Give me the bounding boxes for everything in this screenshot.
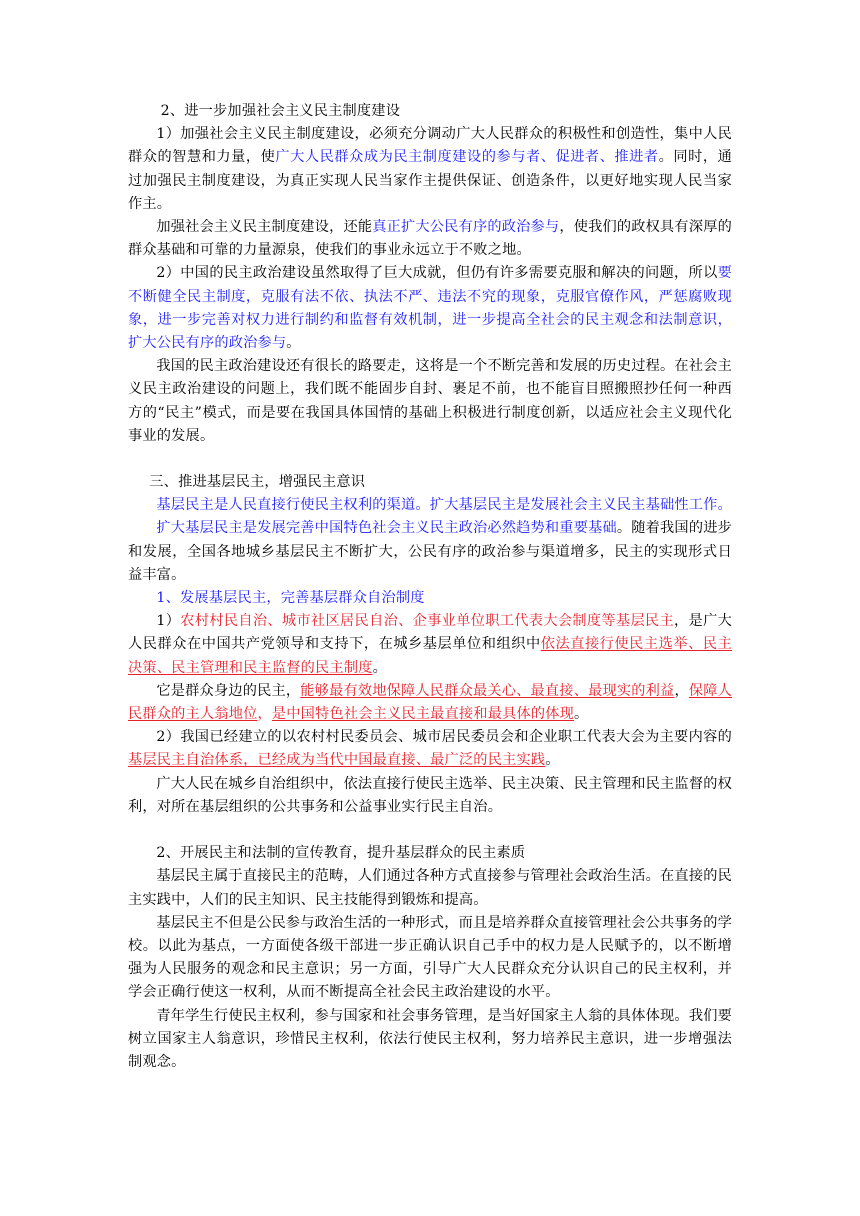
emphasis-red-underlined: 是中国特色社会主义民主最直接和最具体的体现 — [271, 706, 575, 723]
document-page — [128, 100, 732, 1074]
subsection-heading-3-2: 2、开展民主和法制的宣传教育，提升基层群众的民主素质 — [156, 845, 526, 862]
emphasis-red: 农村村民自治、城市社区居民自治、企事业单位职工代表大会制度等基层民主 — [180, 613, 675, 630]
subsection-heading-3-1: 1、发展基层民主，完善基层群众自治制度 — [156, 590, 425, 607]
text-run: 它是群众身边的民主， — [156, 682, 301, 699]
text-run: 。 — [286, 335, 301, 352]
text-run: 2）中国的民主政治建设虽然取得了巨大成就，但仍有许多需要克服和解决的问题，所以 — [156, 265, 718, 282]
emphasis-blue: 真正扩大公民有序的政治参与 — [372, 219, 560, 236]
emphasis-red-underlined: 依法直接行使民主选举、民主决策、民主管理和民主监督的民主制度 — [128, 636, 732, 676]
spacer — [128, 448, 732, 471]
text-run: 。同时，通过加强民主制度建设，为真正实现人民当家作主提供保证、创造条件，以更好地实现人民当家作主。 — [128, 149, 732, 212]
text-run: 。 — [574, 706, 589, 723]
paragraph-12: 基层民主不但是公民参与政治生活的一种形式，而且是培养群众直接管理社会公共事务的学校。以此为基点，一方面使各级干部进一步正确认识自己手中的权力是人民赋予的，以不断增强为人民服务的观念和民主意识；另一方面，引导广大人民群众充分认识自己的民主权利，并学会正确行使这一权利，从而不断提高全社会民主政治建设的水平。 — [128, 914, 732, 1001]
text-run: 1）加强社会主义民主制度建设，必须充分调动广大人民群众的积极性和创造性，集中人民群众的智慧和力量，使 — [128, 126, 732, 166]
text-run: ， — [674, 682, 689, 699]
paragraph-1 — [128, 123, 732, 216]
text-run: 加强社会主义民主制度建设，还能 — [156, 219, 373, 236]
emphasis-red-underlined: 基层民主自治体系，已经成为当代中国最直接、最广泛的民主实践 — [128, 752, 546, 769]
paragraph-3 — [128, 262, 732, 355]
paragraph-5: 基层民主是人民直接行使民主权利的渠道。扩大基层民主是发展社会主义民主基础性工作。 — [156, 497, 732, 514]
paragraph-9 — [128, 726, 732, 772]
spacer — [128, 819, 732, 842]
text-run: ，是广大人民群众在中国共产党领导和支持下，在城乡基层单位和组织中 — [128, 613, 732, 653]
emphasis-blue: 扩大基层民主是发展完善中国特色社会主义民主政治必然趋势和重要基础 — [156, 520, 617, 537]
text-run: ，使我们的政权具有深厚的群众基础和可靠的力量源泉，使我们的事业永远立于不败之地。 — [128, 219, 732, 259]
text-run: 2）我国已经建立的以农村村民委员会、城市居民委员会和企业职工代表大会为主要内容的 — [156, 729, 732, 746]
emphasis-red-underlined: 能够最有效地保障人民群众最关心、最直接、最现实的利益 — [300, 682, 675, 699]
paragraph-10: 广大人民在城乡自治组织中，依法直接行使民主选举、民主决策、民主管理和民主监督的权利，对所在基层组织的公共事务和公益事业实行民主自治。 — [128, 775, 732, 815]
paragraph-6 — [128, 517, 732, 587]
paragraph-2 — [128, 216, 732, 262]
section-heading-2: 2、进一步加强社会主义民主制度建设 — [160, 103, 401, 119]
text-run: 1） — [156, 613, 181, 630]
section-heading-3: 三、推进基层民主，增强民主意识 — [149, 474, 366, 491]
paragraph-11: 基层民主属于直接民主的范畴，人们通过各种方式直接参与管理社会政治生活。在直接的民主实践中，人们的民主知识、民主技能得到锻炼和提高。 — [128, 868, 732, 908]
emphasis-red: ， — [257, 706, 272, 723]
paragraph-4: 我国的民主政治建设还有很长的路要走，这将是一个不断完善和发展的历史过程。在社会主义民主政治建设的问题上，我们既不能固步自封、裹足不前，也不能盲目照搬照抄任何一种西方的“民主”模式，而是要在我国具体国情的基础上积极进行制度创新，以适应社会主义现代化事业的发展。 — [128, 358, 732, 444]
text-run: 。 — [545, 752, 560, 769]
text-run: 。 — [372, 659, 387, 676]
paragraph-13: 青年学生行使民主权利，参与国家和社会事务管理，是当好国家主人翁的具体体现。我们要树立国家主人翁意识，珍惜民主权利，依法行使民主权利，努力培养民主意识，进一步增强法制观念。 — [128, 1007, 732, 1070]
text-run: 。随着我国的进步和发展，全国各地城乡基层民主不断扩大，公民有序的政治参与渠道增多，民主的实现形式日益丰富。 — [128, 520, 732, 583]
paragraph-8 — [128, 680, 732, 726]
emphasis-red-underlined: 保障人民群众的主人翁地位 — [128, 682, 732, 723]
emphasis-blue: 要不断健全民主制度，克服有法不依、执法不严、违法不究的现象，克服官僚作风，严惩腐败现象，进一步完善对权力进行制约和监督有效机制，进一步提高全社会的民主观念和法制意识，扩大公民有序的政治参与 — [128, 265, 732, 352]
paragraph-7 — [128, 610, 732, 680]
emphasis-blue: 广大人民群众成为民主制度建设的参与者、促进者、推进者 — [275, 149, 659, 166]
